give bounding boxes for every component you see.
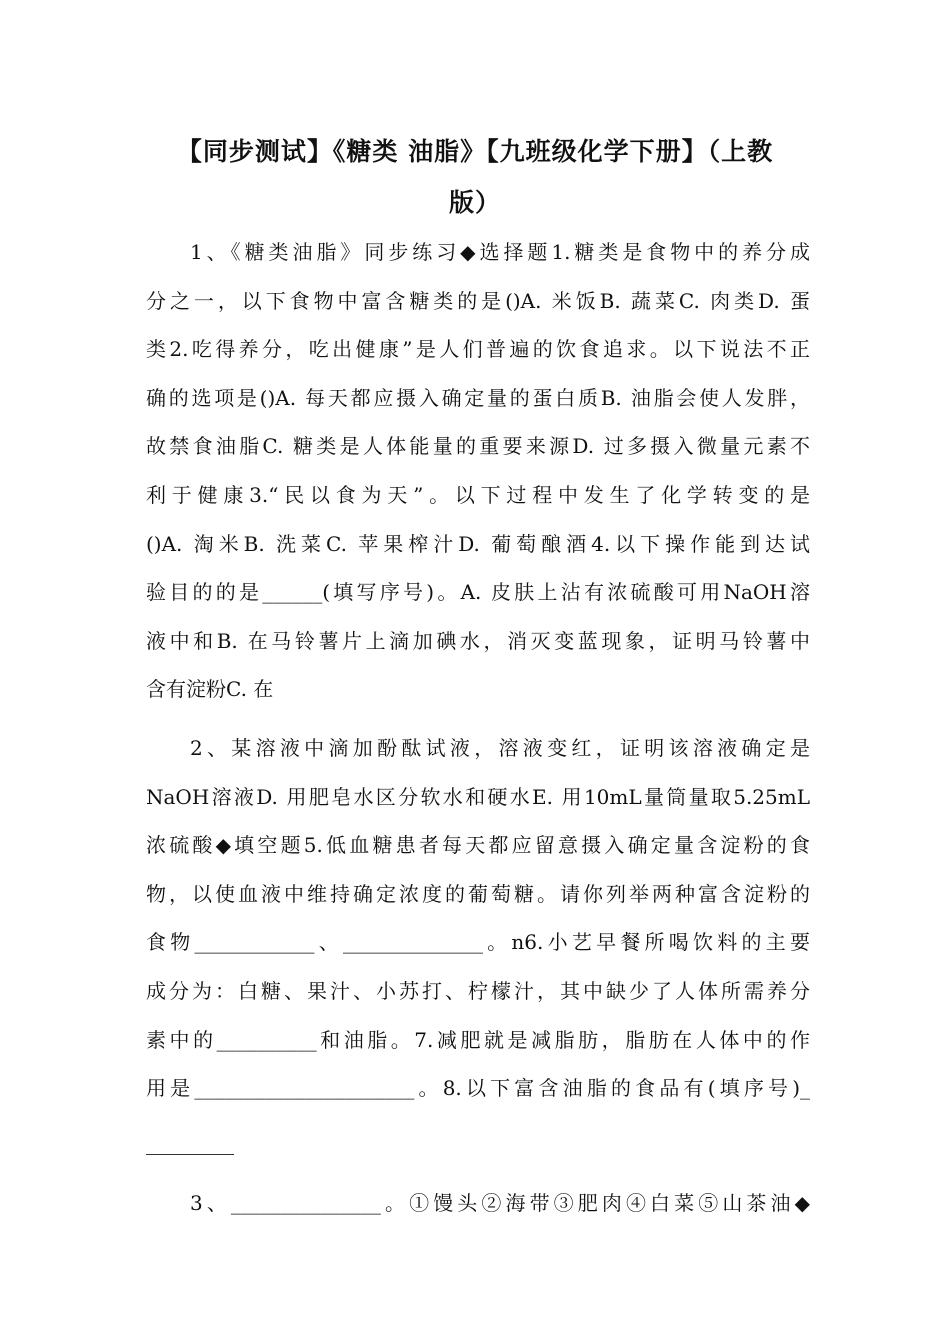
text-line: 素中的__________和油脂。7.减肥就是减脂肪，脂肪在人体中的作 [146, 1027, 810, 1052]
text-line: 验目的的是______(填写序号)。A. 皮肤上沾有浓硫酸可用NaOH溶 [146, 580, 810, 605]
text-line: 食物____________、______________。n6.小艺早餐所喝饮料的主要 [146, 930, 810, 955]
text-line: 故禁食油脂C. 糖类是人体能量的重要来源D. 过多摄入微量元素不 [146, 434, 810, 459]
text-line: 1、《糖类油脂》同步练习◆选择题1.糖类是食物中的养分成 [190, 240, 810, 264]
text-line: 2、某溶液中滴加酚酞试液，溶液变红，证明该溶液确定是 [190, 736, 810, 760]
text-line: 液中和B. 在马铃薯片上滴加碘水，消灭变蓝现象，证明马铃薯中 [146, 628, 810, 653]
text-line: 确的选项是()A. 每天都应摄入确定量的蛋白质B. 油脂会使人发胖， [146, 385, 810, 410]
text-line: 含有淀粉C. 在 [146, 677, 274, 702]
text-line: 用是______________________。8.以下富含油脂的食品有(填序号)_ [146, 1076, 810, 1101]
text-line: NaOH溶液D. 用肥皂水区分软水和硬水E. 用10mL量筒量取5.25mL [146, 784, 810, 809]
text-line: 浓硫酸◆填空题5.低血糖患者每天都应留意摄入确定量含淀粉的食 [146, 833, 810, 858]
text-line: 成分为：白糖、果汁、小苏打、柠檬汁，其中缺少了人体所需养分 [146, 978, 810, 1003]
text-line: 3、_______________。①馒头②海带③肥肉④白菜⑤山茶油◆ [190, 1191, 810, 1215]
text-line: 分之一，以下食物中富含糖类的是()A. 米饭B. 蔬菜C. 肉类D. 蛋 [146, 288, 810, 313]
document-title-line2: 版） [448, 188, 501, 217]
text-line: 类2.吃得养分，吃出健康”是人们普遍的饮食追求。以下说法不正 [146, 337, 810, 362]
answer-blank-line [146, 1154, 234, 1155]
text-line: 物，以使血液中维持确定浓度的葡萄糖。请你列举两种富含淀粉的 [146, 881, 810, 906]
document-title-line1: 【同步测试】《糖类 油脂》【九班级化学下册】（上教 [176, 137, 774, 166]
text-line: 利于健康3.“民以食为天”。以下过程中发生了化学转变的是 [146, 482, 810, 507]
paragraph-2 [146, 724, 810, 1113]
text-line: ()A. 淘米B. 洗菜C. 苹果榨汁D. 葡萄酿酒4.以下操作能到达试 [146, 531, 810, 556]
paragraph-3 [146, 1179, 810, 1228]
paragraph-1 [146, 228, 810, 714]
